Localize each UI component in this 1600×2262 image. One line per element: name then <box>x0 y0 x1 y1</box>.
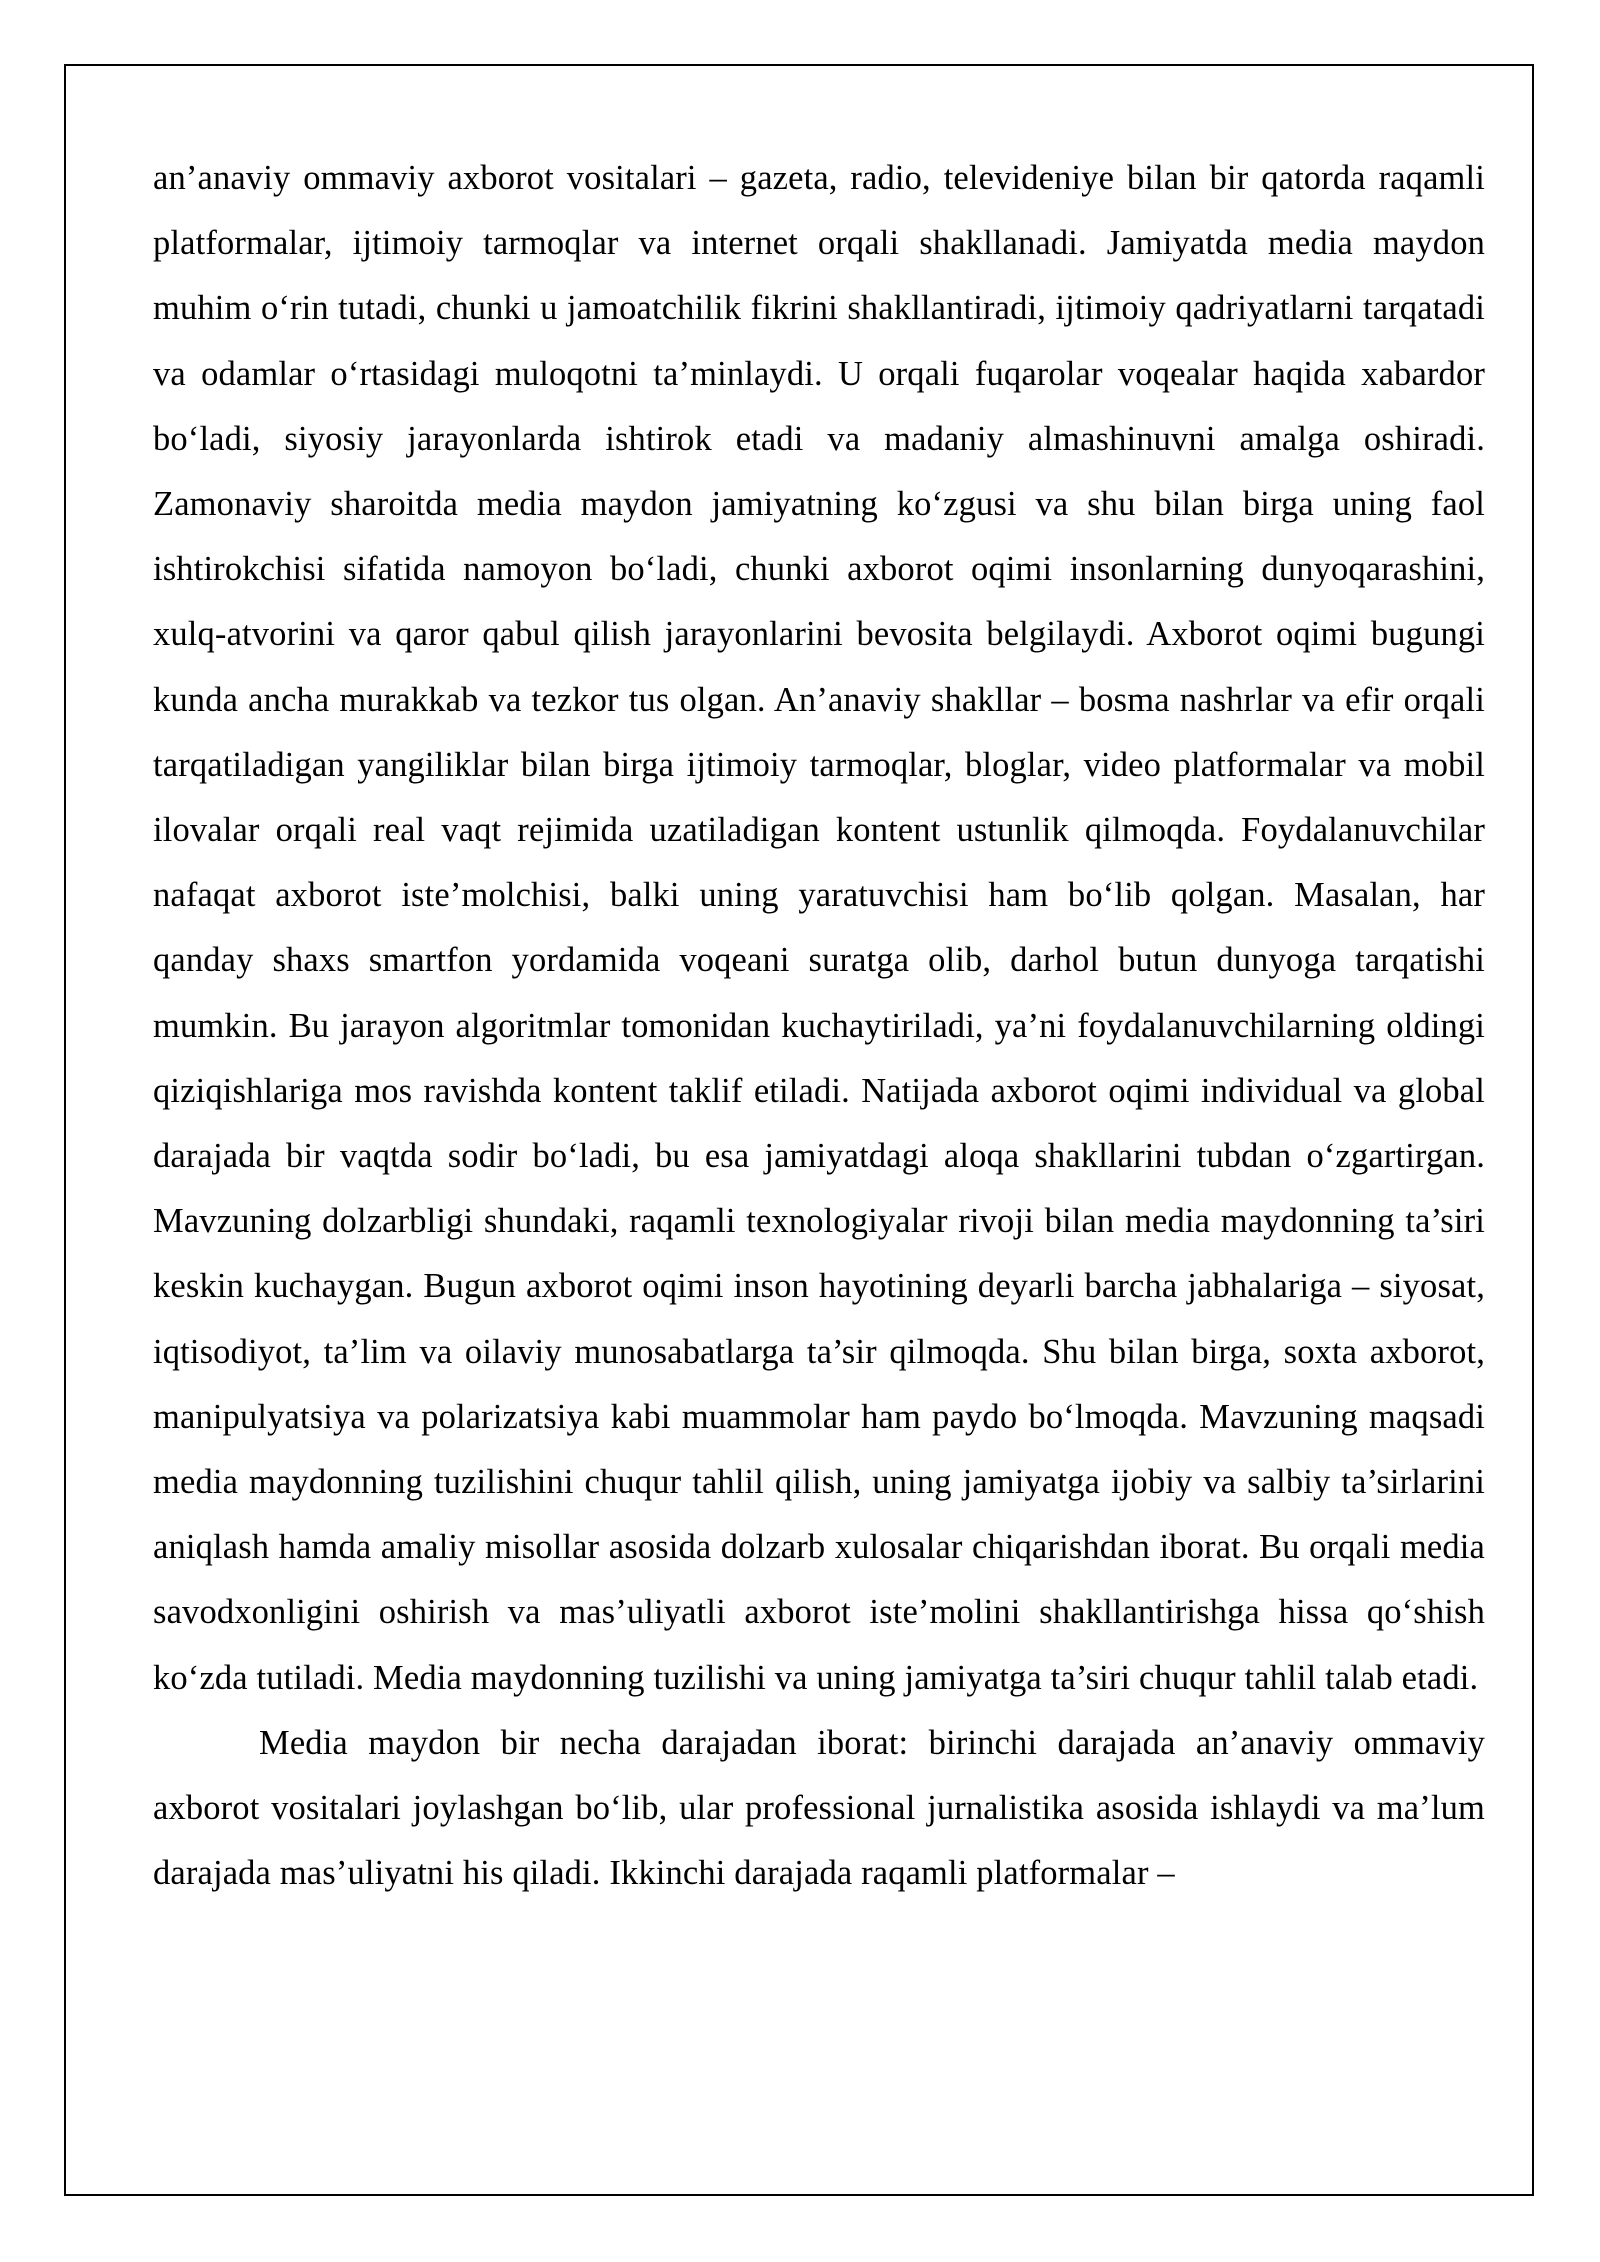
paragraph-continuation: an’anaviy ommaviy axborot vositalari – gazeta, radio, televideniye bilan bir qatorda raqamli platformalar, ijtimoiy tarmoqlar va internet orqali shakllanadi. Jamiyatda media maydon muhim o‘rin tutadi, chunki u jamoatchilik fikrini shakllantiradi, ijtimoiy qadriyatlarni tarqatadi va odamlar o‘rtasidagi muloqotni ta’minlaydi. U orqali fuqarolar voqealar haqida xabardor bo‘ladi, siyosiy jarayonlarda ishtirok etadi va madaniy almashinuvni amalga oshiradi. Zamonaviy sharoitda media maydon jamiyatning ko‘zgusi va shu bilan birga uning faol ishtirokchisi sifatida namoyon bo‘ladi, chunki axborot oqimi insonlarning dunyoqarashini, xulq-atvorini va qaror qabul qilish jarayonlarini bevosita belgilaydi. Axborot oqimi bugungi kunda ancha murakkab va tezkor tus olgan. An’anaviy shakllar – bosma nashrlar va efir orqali tarqatiladigan yangiliklar bilan birga ijtimoiy tarmoqlar, bloglar, video platformalar va mobil ilovalar orqali real vaqt rejimida uzatiladigan kontent ustunlik qilmoqda. Foydalanuvchilar nafaqat axborot iste’molchisi, balki uning yaratuvchisi ham bo‘lib qolgan. Masalan, har qanday shaxs smartfon yordamida voqeani suratga olib, darhol butun dunyoga tarqatishi mumkin. Bu jarayon algoritmlar tomonidan kuchaytiriladi, ya’ni foydalanuvchilarning oldingi qiziqishlariga mos ravishda kontent taklif etiladi. Natijada axborot oqimi individual va global darajada bir vaqtda sodir bo‘ladi, bu esa jamiyatdagi aloqa shakllarini tubdan o‘zgartirgan. Mavzuning dolzarbligi shundaki, raqamli texnologiyalar rivoji bilan media maydonning ta’siri keskin kuchaygan. Bugun axborot oqimi inson hayotining deyarli barcha jabhalariga – siyosat, iqtisodiyot, ta’lim va oilaviy munosabatlarga ta’sir qilmoqda. Shu bilan birga, soxta axborot, manipulyatsiya va polarizatsiya kabi muammolar ham paydo bo‘lmoqda. Mavzuning maqsadi media maydonning tuzilishini chuqur tahlil qilish, uning jamiyatga ijobiy va salbiy ta’sirlarini aniqlash hamda amaliy misollar asosida dolzarb xulosalar chiqarishdan iborat. Bu orqali media savodxonligini oshirish va mas’uliyatli axborot iste’molini shakllantirishga hissa qo‘shish ko‘zda tutiladi. Media maydonning tuzilishi va uning jamiyatga ta’siri chuqur tahlil talab etadi. <box>153 159 1485 1697</box>
document-body <box>153 146 1485 1906</box>
paragraph-media-levels: Media maydon bir necha darajadan iborat: birinchi darajada an’anaviy ommaviy axborot vositalari joylashgan bo‘lib, ular professional jurnalistika asosida ishlaydi va ma’lum darajada mas’uliyatni his qiladi. Ikkinchi darajada raqamli platformalar – <box>153 1723 1485 1893</box>
